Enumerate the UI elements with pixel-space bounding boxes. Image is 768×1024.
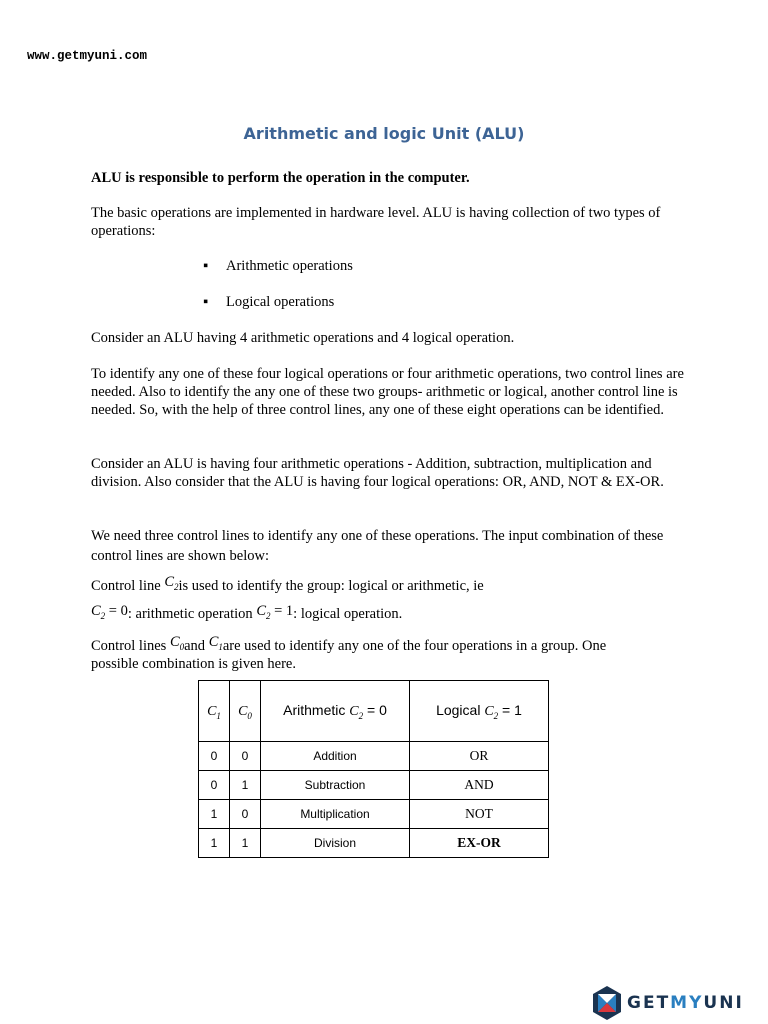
header-c0: $C_0$ (230, 681, 261, 742)
cell-arithmetic: Division (261, 829, 410, 858)
paragraph-consider: Consider an ALU having 4 arithmetic operations and 4 logical operation. (91, 330, 515, 346)
cell-c1: 1 (199, 829, 230, 858)
cell-logical: AND (410, 771, 549, 800)
control-line-c2-values: $C_2 = 0$: arithmetic operation $C_2 = 1$: logical operation. (91, 603, 403, 622)
control-lines-c0-c1-text: Control lines $C_0and$ $C_1are$ used to identify any one of the four operations in a group. One (91, 634, 607, 654)
paragraph-control-lines: We need three control lines to identify any one of these operations. The input combination of these control lines are shown below: (91, 528, 664, 564)
cell-logical: EX-OR (410, 829, 549, 858)
page-title: Arithmetic and logic Unit (ALU) (243, 124, 525, 143)
bullet-marker: ▪ (203, 294, 209, 310)
control-line-c2-text: Control line $C_2is$ used to identify the group: logical or arithmetic, ie (91, 574, 484, 594)
cell-arithmetic: Multiplication (261, 800, 410, 829)
cell-c0: 1 (230, 829, 261, 858)
cell-arithmetic: Addition (261, 742, 410, 771)
cell-logical: OR (410, 742, 549, 771)
table-row (199, 800, 549, 829)
table-row (199, 829, 549, 858)
bullet-logical: Logical operations (226, 294, 335, 310)
control-lines-continuation: possible combination is given here. (91, 656, 296, 672)
cell-c0: 0 (230, 742, 261, 771)
paragraph-operations: Consider an ALU is having four arithmetic operations - Addition, subtraction, multiplication and division. Also consider that the ALU is having four logical operations: OR, AND, NOT & EX-OR. (91, 456, 664, 490)
cell-c0: 1 (230, 771, 261, 800)
paragraph-basic-operations: The basic operations are implemented in hardware level. ALU is having collection of two types of operations: (91, 205, 661, 239)
cell-c1: 0 (199, 771, 230, 800)
cell-c0: 0 (230, 800, 261, 829)
website-url: www.getmyuni.com (27, 49, 148, 63)
cell-c1: 0 (199, 742, 230, 771)
getmyuni-logo-icon (593, 986, 621, 1020)
alu-operations-table (198, 680, 549, 858)
cell-arithmetic: Subtraction (261, 771, 410, 800)
bullet-arithmetic: Arithmetic operations (226, 258, 353, 274)
table-row (199, 771, 549, 800)
table-header-row (199, 681, 549, 742)
bullet-marker: ▪ (203, 258, 209, 274)
getmyuni-logo (593, 986, 744, 1020)
table-row (199, 742, 549, 771)
header-c1: $C_1$ (199, 681, 230, 742)
cell-c1: 1 (199, 800, 230, 829)
header-arithmetic: Arithmetic $C_2 = 0$ (261, 681, 410, 742)
cell-logical: NOT (410, 800, 549, 829)
header-logical: Logical $C_2 = 1$ (410, 681, 549, 742)
intro-statement: ALU is responsible to perform the operation in the computer. (91, 170, 470, 186)
getmyuni-logo-text: GETMYUNI (627, 993, 744, 1013)
paragraph-identify: To identify any one of these four logical operations or four arithmetic operations, two control lines are needed. Also to identify the any one of these two groups- arithmetic or logical, another control line is needed. So, with the help of three control lines, any one of these eight operations can be identified. (91, 366, 684, 418)
